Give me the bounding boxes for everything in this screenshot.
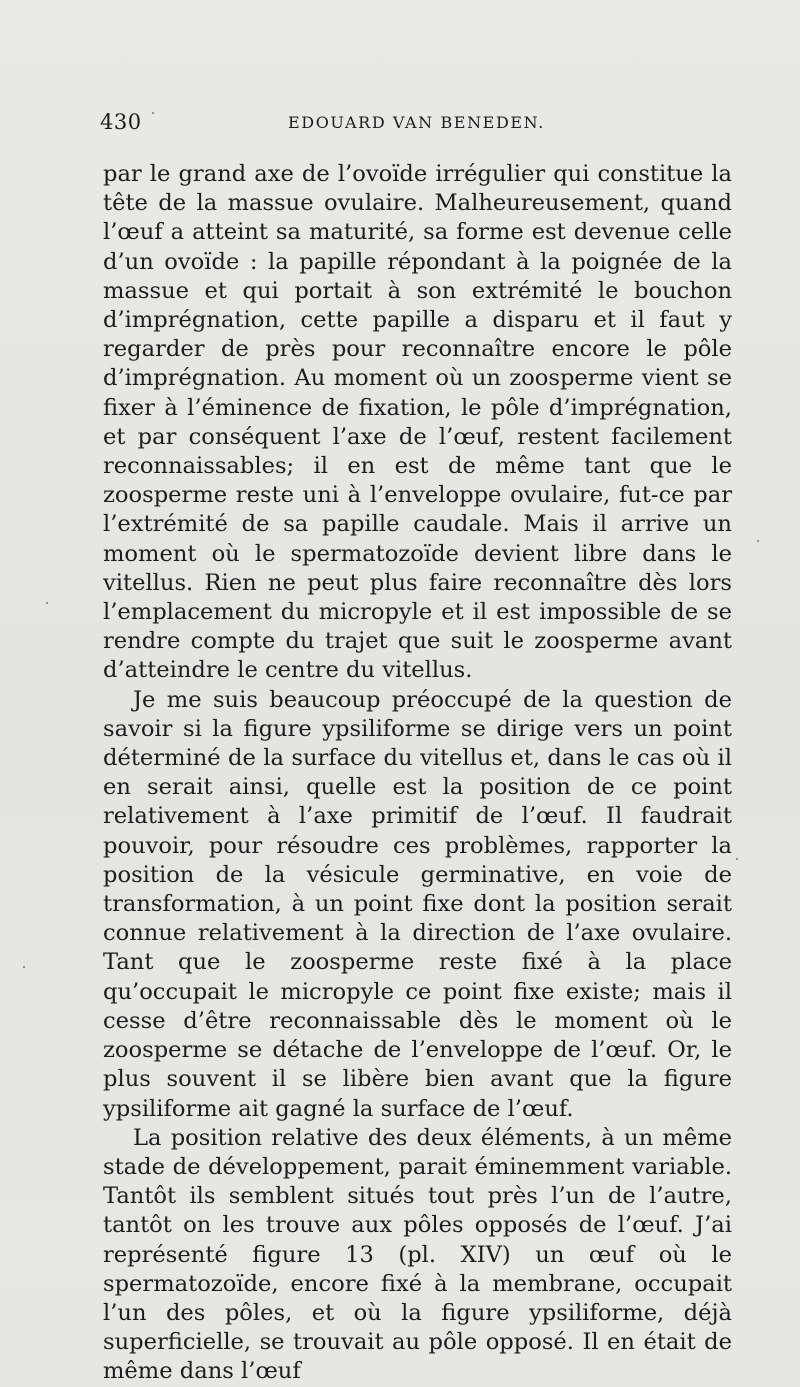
- scan-speck: [736, 858, 738, 860]
- scan-speck: [757, 540, 759, 542]
- paragraph-1: par le grand axe de l’ovoïde irrégulier qui constitue la tête de la massue ovulaire. Malheureusement, quand l’œuf a atteint sa maturité, sa forme est devenue celle d’un ovoïde : la papille répondant à la poignée de la massue et qui portait à son extrémité le bouchon d’imprégnation, cette papille a disparu et il faut y regarder de près pour reconnaître encore le pôle d’imprégnation. Au moment où un zoosperme vient se fixer à l’éminence de fixation, le pôle d’imprégnation, et par conséquent l’axe de l’œuf, restent facilement reconnaissables; il en est de même tant que le zoosperme reste uni à l’enveloppe ovulaire, fut-ce par l’extrémité de sa papille caudale. Mais il arrive un moment où le spermatozoïde devient libre dans le vitellus. Rien ne peut plus faire reconnaître dès lors l’emplacement du micropyle et il est impossible de se rendre compte du trajet que suit le zoosperme avant d’atteindre le centre du vitellus.: [103, 161, 732, 684]
- paragraph-2: Je me suis beaucoup préoccupé de la question de savoir si la figure ypsiliforme se dirige vers un point déterminé de la surface du vitellus et, dans le cas où il en serait ainsi, quelle est la position de ce point relativement à l’axe primitif de l’œuf. Il faudrait pouvoir, pour résoudre ces problèmes, rapporter la position de la vésicule germinative, en voie de transformation, à un point fixe dont la position serait connue relativement à la direction de l’axe ovulaire. Tant que le zoosperme reste fixé à la place qu’occupait le micropyle ce point fixe existe; mais il cesse d’être reconnaissable dès le moment où le zoosperme se détache de l’enveloppe de l’œuf. Or, le plus souvent il se libère bien avant que la figure ypsiliforme ait gagné la surface de l’œuf.: [103, 686, 732, 1122]
- page-header: [100, 110, 750, 144]
- running-head: EDOUARD VAN BENEDEN.: [288, 113, 545, 132]
- scan-speck: [23, 966, 25, 968]
- scan-speck: [152, 112, 154, 114]
- body-text: [103, 160, 732, 1387]
- paragraph-3: La position relative des deux éléments, à un même stade de développement, parait éminemment variable. Tantôt ils semblent situés tout près l’un de l’autre, tantôt on les trouve aux pôles opposés de l’œuf. J’ai représenté figure 13 (pl. XIV) un œuf où le spermatozoïde, encore fixé à la membrane, occupait l’un des pôles, et où la figure ypsiliforme, déjà superficielle, se trouvait au pôle opposé. Il en était de même dans l’œuf: [103, 1124, 732, 1385]
- page-number: 430: [100, 110, 142, 134]
- scan-speck: [46, 602, 48, 604]
